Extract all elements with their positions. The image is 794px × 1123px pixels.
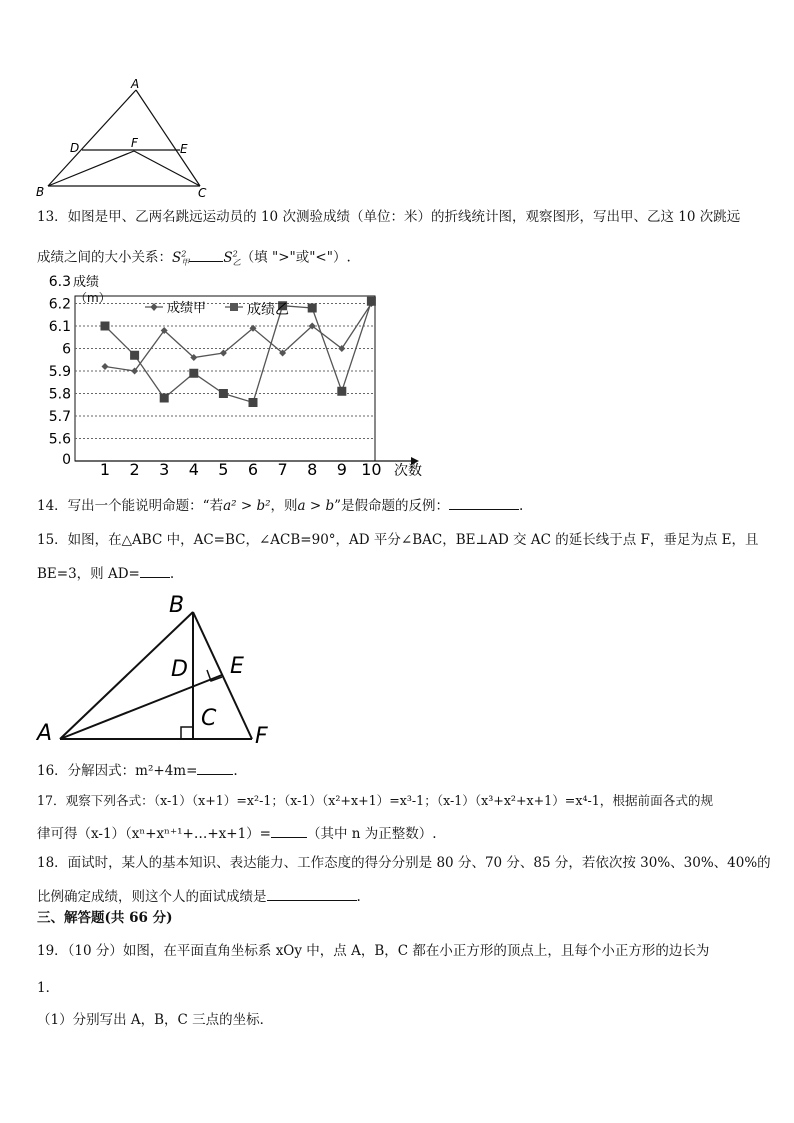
legend	[145, 300, 289, 318]
legend-marker-yi	[230, 303, 238, 311]
vertex-label-b: B	[36, 185, 45, 199]
y-tick-labels	[49, 274, 71, 468]
plot-frame	[75, 296, 375, 461]
q14-text-d: .	[519, 498, 524, 514]
data-point-yi	[160, 394, 169, 403]
q15-text-b: .	[169, 566, 175, 582]
vertex-label-f2: F	[255, 724, 268, 749]
chart-xlabel: 次数	[394, 463, 422, 479]
vertex-label-e: E	[180, 142, 188, 156]
q16-answer-blank[interactable]	[197, 760, 233, 775]
series-line-yi	[105, 301, 371, 402]
y-tick-label: 5.7	[48, 409, 71, 425]
x-tick-label: 7	[277, 460, 288, 479]
q18-text-b: .	[356, 889, 361, 905]
x-tick-labels	[100, 460, 382, 479]
vertex-label-b2: B	[169, 593, 185, 618]
right-angle-mark-c	[181, 727, 193, 739]
q15-line2	[37, 563, 174, 583]
q17-line1: 17．观察下列各式：（x-1）（x+1）=x²-1；（x-1）（x²+x+1）=x³-1；（x-1）（x³+x²+x+1）=x⁴-1，根据前面各式的规	[37, 793, 714, 808]
q13-answer-blank[interactable]	[189, 247, 223, 262]
x-tick-label: 6	[247, 460, 259, 479]
vertex-label-a2: A	[37, 721, 53, 746]
legend-label-jia: 成绩甲	[167, 301, 207, 316]
vertex-label-d2: D	[171, 657, 188, 682]
y-tick-label: 5.9	[48, 364, 71, 380]
x-tick-label: 5	[218, 460, 229, 479]
triangle-figure-top	[30, 75, 220, 200]
q15-line1: 15．如图，在△ABC 中，AC=BC，∠ACB=90°，AD 平分∠BAC，BE⊥AD 交 AC 的延长线于点 F，垂足为点 E，且	[37, 532, 759, 548]
q13-line2	[37, 245, 351, 272]
q14-expr2: a > b	[297, 498, 335, 514]
data-point-yi	[189, 369, 198, 378]
variance-jia: $S^2_甲$	[172, 249, 190, 268]
q19-line1: 19．（10 分）如图，在平面直角坐标系 xOy 中，点 A，B，C 都在小正方形的顶点上，且每个小正方形的边长为	[37, 943, 710, 959]
chart-yunit: （m）	[75, 291, 111, 305]
y-tick-label: 6	[62, 341, 71, 358]
series-group	[101, 297, 376, 407]
legend-label-yi: 成绩乙	[247, 302, 289, 318]
triangle-figure-bottom	[35, 590, 285, 750]
q15-answer-blank[interactable]	[140, 563, 170, 578]
q19-sub1: （1）分别写出 A，B，C 三点的坐标．	[37, 1012, 274, 1028]
q14-line	[37, 495, 523, 515]
y-tick-label: 6.1	[48, 319, 71, 335]
q17-line2	[37, 823, 437, 843]
q17-answer-blank[interactable]	[271, 823, 307, 838]
vertex-label-c2: C	[201, 706, 217, 731]
vertex-label-f: F	[131, 136, 138, 150]
q14-text-b: ，则	[270, 498, 298, 514]
chart-ylabel: 成绩	[73, 275, 100, 290]
x-tick-label: 3	[159, 460, 170, 479]
x-tick-label: 8	[307, 460, 318, 479]
q13-text-a: 成绩之间的大小关系：	[37, 249, 172, 266]
q16-line	[37, 760, 238, 780]
line-chart	[45, 272, 445, 480]
x-tick-label: 10	[361, 460, 382, 479]
data-point-yi	[249, 398, 258, 407]
y-tick-label: 5.8	[48, 386, 71, 403]
q14-text-c: ”是假命题的反例：	[334, 498, 450, 514]
q18-text-a: 比例确定成绩，则这个人的面试成绩是	[37, 889, 267, 905]
q18-line1: 18．面试时，某人的基本知识、表达能力、工作态度的得分分别是 80 分、70 分、85 分，若依次按 30%、30%、40%的	[37, 855, 771, 871]
y-tick-label: 5.6	[48, 431, 71, 448]
q19-line2: 1．	[37, 980, 60, 996]
legend-marker-jia	[151, 303, 158, 311]
q15-text-a: BE=3，则 AD=	[37, 566, 140, 582]
q14-text-a: 14．写出一个能说明命题：“若	[37, 498, 224, 514]
y-tick-label: 6.3	[48, 274, 71, 290]
q18-line2	[37, 886, 361, 906]
data-point-yi	[130, 351, 139, 360]
data-point-yi	[337, 387, 346, 396]
q16-text-a: 16．分解因式：m²+4m=	[37, 763, 198, 779]
y-tick-label: 6.2	[48, 296, 71, 313]
q14-answer-blank[interactable]	[449, 495, 519, 510]
y-tick-label: 0	[62, 452, 71, 468]
section-title: 三、解答题(共 66 分)	[37, 910, 173, 926]
grid-lines	[75, 304, 375, 439]
vertex-label-d: D	[70, 141, 80, 155]
data-point-yi	[308, 304, 317, 313]
vertex-label-a: A	[131, 77, 140, 91]
vertex-label-c: C	[198, 186, 207, 200]
x-tick-label: 9	[336, 460, 347, 479]
data-point-jia	[102, 363, 109, 370]
x-tick-label: 1	[99, 460, 111, 479]
data-point-yi	[101, 322, 110, 331]
x-tick-label: 2	[129, 460, 140, 479]
data-point-yi	[219, 389, 228, 398]
variance-yi: $S^2_乙$	[223, 249, 241, 268]
q13-line1: 13．如图是甲、乙两名跳远运动员的 10 次测验成绩（单位：米）的折线统计图，观察图形，写出甲、乙这 10 次跳远	[37, 209, 741, 225]
data-point-yi	[367, 297, 376, 306]
q16-text-b: .	[233, 763, 238, 779]
q18-answer-blank[interactable]	[267, 886, 357, 901]
vertex-label-e2: E	[230, 654, 244, 679]
q13-text-b: （填 ">"或"<"）.	[240, 249, 351, 266]
q14-expr1: a² > b²	[223, 498, 271, 514]
x-tick-label: 4	[188, 460, 199, 479]
q17-text-a: 律可得（x-1）（xⁿ+xⁿ⁺¹+…+x+1）=	[37, 826, 271, 842]
q17-text-b: （其中 n 为正整数）.	[306, 826, 437, 842]
